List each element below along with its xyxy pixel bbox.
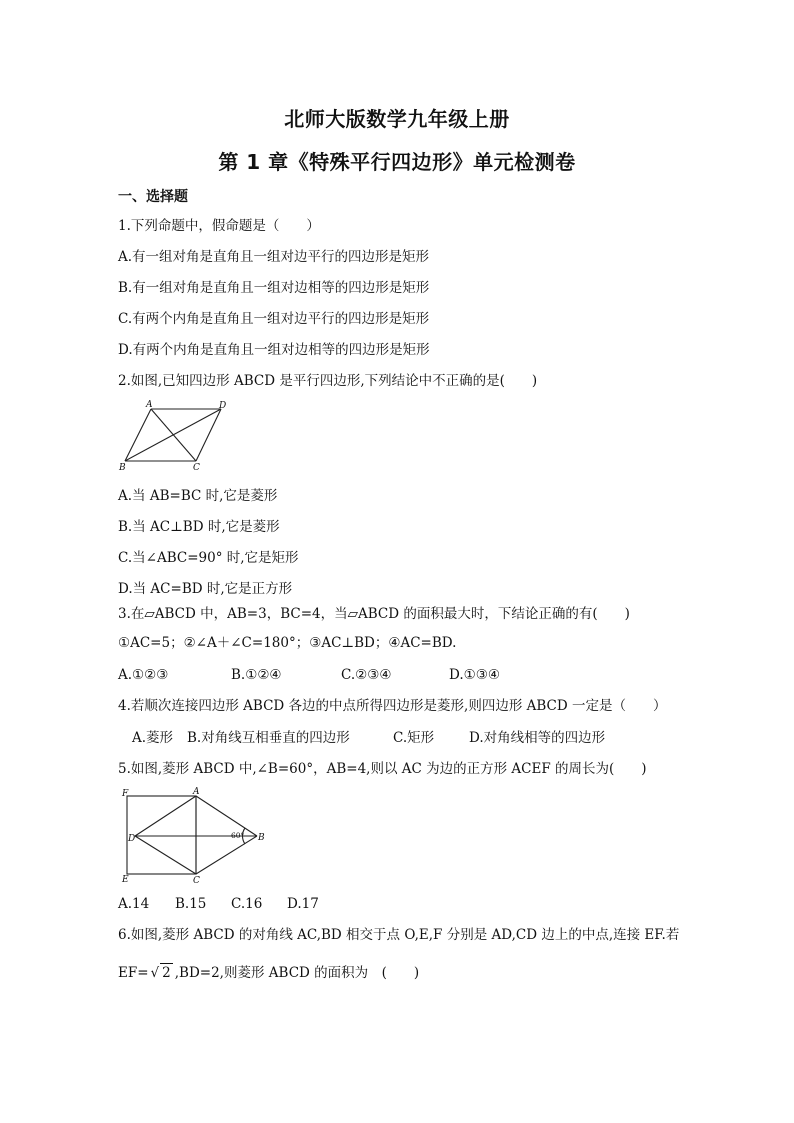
question-4-option-a: A.菱形 <box>132 730 174 746</box>
question-3-option-c: C.②③④ <box>341 667 392 683</box>
vertex-label-b: B <box>258 833 265 843</box>
sqrt-expression: √ 2 <box>150 965 171 981</box>
question-6-stem: 6.如图,菱形 ABCD 的对角线 AC,BD 相交于点 O,E,F 分别是 AD,CD 边上的中点,连接 EF.若 <box>118 927 680 943</box>
question-1-option-d: D.有两个内角是直角且一组对边相等的四边形是矩形 <box>118 342 430 358</box>
angle-label: 60° <box>231 831 245 840</box>
question-5-option-b: B.15 <box>175 896 207 912</box>
side-ab <box>196 796 257 836</box>
vertex-label-c: C <box>193 463 200 472</box>
question-5-option-a: A.14 <box>118 896 150 912</box>
question-6-bd-suffix: ,BD=2,则菱形 ABCD 的面积为 ( ) <box>174 965 420 981</box>
sqrt-radicand: 2 <box>162 965 171 981</box>
question-2-stem: 2.如图,已知四边形 ABCD 是平行四边形,下列结论中不正确的是( ) <box>118 373 538 389</box>
question-5-stem: 5.如图,菱形 ABCD 中,∠B=60°，AB=4,则以 AC 为边的正方形 ACEF 的周长为( ) <box>118 761 647 777</box>
parallelogram-figure <box>116 400 236 472</box>
vertex-label-a: A <box>193 787 200 797</box>
rhombus-square-figure <box>116 786 266 886</box>
vertex-label-b: B <box>119 463 126 472</box>
question-5-option-d: D.17 <box>287 896 319 912</box>
question-4-option-b: B.对角线互相垂直的四边形 <box>187 730 350 746</box>
question-1-option-b: B.有一组对角是直角且一组对边相等的四边形是矩形 <box>118 280 430 296</box>
section-heading: 一、选择题 <box>118 189 188 205</box>
vertex-label-f: F <box>122 789 129 799</box>
side-ab <box>125 409 151 461</box>
question-5-option-c: C.16 <box>231 896 263 912</box>
question-4-stem: 4.若顺次连接四边形 ABCD 各边的中点所得四边形是菱形,则四边形 ABCD 一定是（ ） <box>118 698 667 714</box>
question-3-option-a: A.①②③ <box>118 667 169 683</box>
question-2-option-c: C.当∠ABC=90° 时,它是矩形 <box>118 550 299 566</box>
page-subtitle: 第 1 章《特殊平行四边形》单元检测卷 <box>218 150 576 174</box>
question-2-option-d: D.当 AC=BD 时,它是正方形 <box>118 581 293 597</box>
side-cd <box>196 409 221 461</box>
vertex-label-d: D <box>219 401 227 411</box>
question-3-conditions: ①AC=5；②∠A＋∠C=180°；③AC⊥BD；④AC=BD. <box>118 635 457 651</box>
side-ad <box>135 796 196 836</box>
side-bc <box>196 836 257 874</box>
vertex-label-a: A <box>146 400 153 410</box>
question-3-option-d: D.①③④ <box>449 667 500 683</box>
vertex-label-e: E <box>122 875 129 885</box>
question-4-option-d: D.对角线相等的四边形 <box>469 730 606 746</box>
question-4-option-c: C.矩形 <box>393 730 435 746</box>
question-2-option-a: A.当 AB=BC 时,它是菱形 <box>118 488 278 504</box>
vertex-label-c: C <box>193 876 200 886</box>
question-2-option-b: B.当 AC⊥BD 时,它是菱形 <box>118 519 280 535</box>
question-6-line-2 <box>118 963 419 982</box>
question-3-stem: 3.在▱ABCD 中，AB=3，BC=4，当▱ABCD 的面积最大时，下结论正确的有( ) <box>118 606 630 622</box>
side-dc <box>135 836 196 874</box>
question-1-option-a: A.有一组对角是直角且一组对边平行的四边形是矩形 <box>118 249 430 265</box>
question-6-ef-prefix: EF= <box>118 965 149 981</box>
vertex-label-d: D <box>128 834 136 844</box>
question-1-option-c: C.有两个内角是直角且一组对边平行的四边形是矩形 <box>118 311 430 327</box>
question-3-option-b: B.①②④ <box>231 667 282 683</box>
page-title: 北师大版数学九年级上册 <box>284 107 510 131</box>
question-1-stem: 1.下列命题中，假命题是（ ） <box>118 218 320 234</box>
diagonal-bd <box>125 409 221 461</box>
